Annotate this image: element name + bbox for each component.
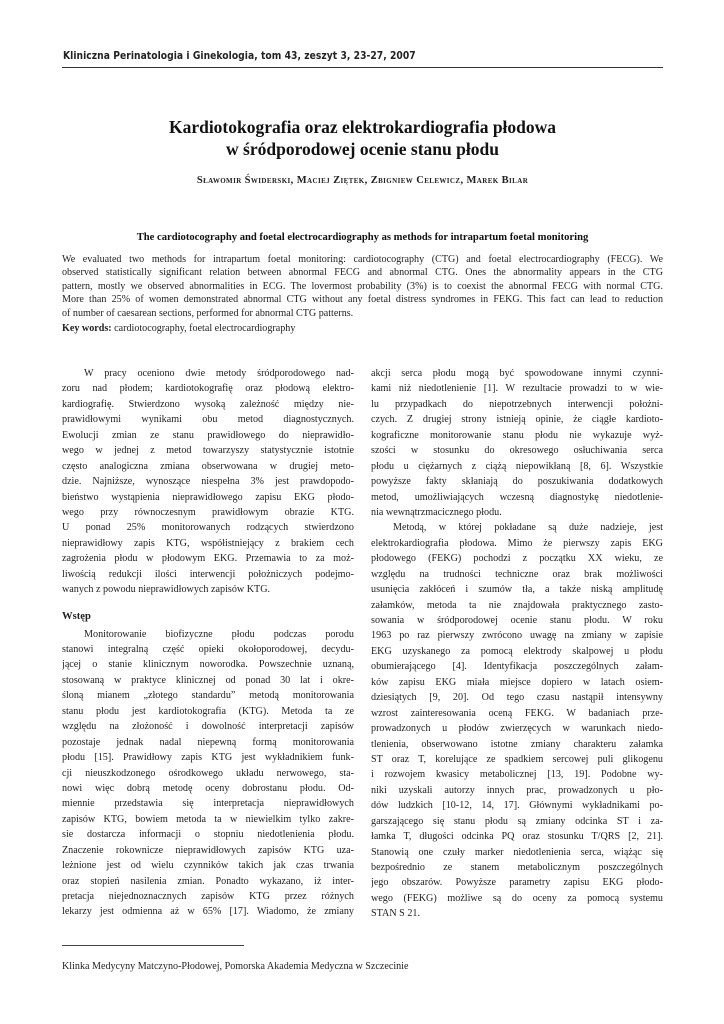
text-line: STAN S 21. (371, 908, 420, 920)
text-line: bieństwo wystąpienia nieprawidłowego zapisu EKG płodo- (62, 491, 354, 503)
text-line: lu przypadkach do niepotrzebnych interwencji położni- (371, 398, 663, 410)
text-line: W pracy oceniono dwie metody śródporodowego nad- (84, 368, 354, 379)
text-line: płodu [15]. Prawidłowy zapis KTG jest wykładnikiem funk- (62, 752, 354, 764)
text-line: EKG uzyskanego za pomocą elektrody skalpowej u płodu (371, 645, 663, 657)
text-line: jego obszarów. Powyższe parametry zapisu EKG płodo- (371, 877, 663, 889)
text-line: bezpośrednio ze stanem metabolicznym poszczególnych (371, 862, 663, 873)
text-line: prowadzonych u płodów zwierzęcych w warunkach niedo- (371, 723, 663, 735)
text-line: sowania w śródporodowej ocenie stanu płodu. W roku (371, 615, 663, 626)
section-heading: Wstęp (62, 610, 91, 622)
text-line: śloną mianem „złotego standardu” metodą monitorowania (62, 690, 354, 702)
text-line: łamka T, długości odcinka PQ oraz stosunku T/QRS [2, 21]. (371, 831, 663, 843)
text-line: wego (FEKG) możliwe są do oceny za pomocą systemu (371, 892, 663, 904)
text-line: Metodą, w której pokładane są duże nadzieje, jest (393, 522, 663, 534)
text-line: kardiografię. Stwierdzono wysoką zależność między nie- (62, 398, 354, 410)
abstract (62, 253, 663, 320)
keywords-label: Key words: (62, 323, 112, 334)
spacer (62, 598, 354, 609)
article-title (62, 116, 663, 160)
text-line: miennie przedstawia się interpretacja nieprawidłowych (62, 798, 354, 810)
text-line: U ponad 25% monitorowanych rodzących stwierdzono (62, 522, 354, 534)
text-line: wanych z powodu nieprawidłowych zapisów KTG. (62, 584, 271, 596)
text-line: zapisów KTG, bowiem metoda ta w niewielkim tylko zakre- (62, 813, 354, 825)
text-line: wego przy równoczesnym prawidłowym obrazie KTG. (62, 506, 354, 518)
abstract-line: More than 25% of women demonstrated abnormal CTG without any foetal distress syndromes in FEKG. This fact can lead to reduction (62, 294, 663, 306)
text-line: powyższe fakty skłaniają do poszukiwania dodatkowych (371, 476, 663, 488)
text-line: względu na złożoność i dowolność interpretacji zapisów (62, 721, 354, 733)
left-column (62, 366, 354, 920)
text-line: sie dostarcza informacji o stopniu niedotlenienia płodu. (62, 829, 354, 841)
keywords (62, 323, 663, 334)
english-title: The cardiotocography and foetal electrocardiography as methods for intrapartum foetal monitoring (136, 232, 589, 243)
text-line: 1963 po raz pierwszy zwrócono uwagę na zmiany w zapisie (371, 630, 663, 642)
author-list: Sławomir Świderski, Maciej Ziętek, Zbigniew Celewicz, Marek Bilar (196, 175, 529, 186)
header-rule (62, 67, 663, 68)
text-line: szości w stosunku do okresowego osłuchiwania serca (371, 445, 663, 457)
text-line: tlenienia, obserwowano istotne zmiany charakteru załamka (371, 738, 663, 750)
abstract-line: of number of caesarean sections, performed for abnormal CTG patterns. (62, 307, 354, 319)
abstract-line: pattern, mostly we observed abnormalities in ECG. The lovermost probability (3%) is to coexist the abnormal FECG with normal CTG. (62, 280, 663, 292)
text-line: oraz stopień nasilenia zmian. Ponadto wykazano, iż inter- (62, 875, 354, 887)
text-line: i rozwojem kwasicy metabolicznej [13, 19]. Podobne wy- (371, 769, 663, 781)
text-line: leżnione jest od wielu czynników takich jak czas trwania (62, 860, 354, 872)
text-line: nieprawidłowy zapis KTG, współistniejący z brakiem cech (62, 537, 354, 549)
text-line: Ewolucji zmian ze stanu prawidłowego do nieprawidło- (62, 429, 354, 441)
text-line: akcji serca płodu mogą być spowodowane innymi czynni- (371, 368, 663, 379)
text-line: często analogiczna zmiana obserwowana w drugiej meto- (62, 460, 354, 472)
running-header: Kliniczna Perinatologia i Ginekologia, tom 43, zeszyt 3, 23-27, 2007 (63, 51, 416, 62)
text-line: jącej o stanie klinicznym noworodka. Powszechnie uznaną, (62, 659, 354, 671)
text-line: Stanowią one czuły marker niedotlenienia serca, wiążąc się (371, 846, 663, 858)
text-line: lekarzy jest odmienna aż w 65% [17]. Wiadomo, że zmiany (62, 906, 354, 918)
right-column (371, 366, 663, 922)
affiliation-footnote: Klinka Medycyny Matczyno-Płodowej, Pomorska Akademia Medyczna w Szczecinie (62, 961, 409, 972)
text-line: metod, umożliwiających wczesną diagnostykę niedotlenie- (371, 491, 663, 503)
text-line: obumierającego [4]. Identyfikacja poszczególnych załam- (371, 661, 663, 673)
text-line: wzrost zainteresowania oceną FEKG. W badaniach prze- (371, 707, 663, 719)
keywords-text: cardiotocography, foetal electrocardiography (114, 323, 296, 334)
abstract-line: observed statistically significant relation between abnormal FECG and abnormal CTG. Ones the abnormality appears in the CTG (62, 267, 663, 279)
text-line: kograficzne monitorowanie stanu płodu nie wykazuje wyż- (371, 429, 663, 441)
title-line-2: w śródporodowej ocenie stanu płodu (226, 139, 499, 159)
text-line: elektrokardiografia płodowa. Mimo że pierwszy zapis EKG (371, 537, 663, 549)
footnote-rule (62, 945, 244, 946)
text-line: wego w jednej z metod towarzyszy statystycznie istotnie (62, 445, 354, 457)
abstract-line: We evaluated two methods for intrapartum foetal monitoring: cardiotocography (CTG) and foetal electrocardiography (FECG). We (62, 254, 663, 265)
text-line: ST oraz T, korelujące ze spadkiem sercowej puli glikogenu (371, 753, 663, 765)
text-line: ków zapisu EKG miała miejsce dopiero w latach osiem- (371, 676, 663, 688)
text-line: zoru nad płodem; kardiotokografię oraz płodową elektro- (62, 383, 354, 395)
text-line: garszającego się stanu płodu są zmiany odcinka ST i za- (371, 815, 663, 827)
text-line: nia wewnątrzmacicznego płodu. (371, 506, 502, 518)
text-line: załamków, metoda ta nie znajdowała praktycznego zasto- (371, 599, 663, 611)
text-line: kami niż niedotlenienie [1]. W rezultacie prowadzi to w wie- (371, 383, 663, 395)
text-line: usunięcia zakłóceń i szumów tła, a także niską amplitudę (371, 584, 663, 596)
text-line: Monitorowanie biofizyczne płodu podczas porodu (84, 628, 354, 640)
text-line: czych. Z drugiej strony istnieją opinie, że ciągłe kardioto- (371, 414, 663, 426)
text-line: pretacja niejednoznacznych zapisów KTG przez różnych (62, 891, 354, 902)
text-line: płodowego (FEKG) pochodzi z początku XX wieku, ze (371, 553, 663, 565)
text-line: względu na trudności techniczne oraz brak możliwości (371, 568, 663, 580)
text-line: cji nieuszkodzonego ośrodkowego układu nerwowego, sta- (62, 767, 354, 779)
text-line: liwością redukcji ilości interwencji położniczych podejmo- (62, 568, 354, 580)
text-line: Znaczenie rokownicze nieprawidłowych zapisów KTG uza- (62, 844, 354, 856)
text-line: prawidłowymi wynikami obu metod diagnostycznych. (62, 414, 354, 426)
text-line: płodu u ciężarnych z ciążą niepowikłaną [8, 6]. Wszystkie (371, 460, 663, 472)
text-line: niki uzyskali autorzy innych prac, prowadzonych u pło- (371, 784, 663, 796)
text-line: nowi więc dobrą metodę oceny dobrostanu płodu. Od- (62, 782, 354, 794)
text-line: dzie. Najniższe, wynoszące niespełna 3% jest prawdopodo- (62, 476, 354, 488)
text-line: dów ludzkich [10-12, 14, 17]. Głównymi wykładnikami po- (371, 800, 663, 812)
text-line: stosowaną w praktyce klinicznej od ponad 30 lat i okre- (62, 674, 354, 686)
title-line-1: Kardiotokografia oraz elektrokardiografia płodowa (168, 117, 557, 137)
text-line: stanu płodu jest kardiotokografia (KTG). Metoda ta ze (62, 705, 354, 717)
text-line: pozostaje jednak nadal niepewną formą monitorowania (62, 736, 354, 748)
text-line: dziesiątych [9, 20]. Od tego czasu nastąpił intensywny (371, 692, 663, 704)
text-line: zagrożenia płodu w płodowym EKG. Przemawia to za moż- (62, 553, 354, 565)
text-line: stanowi integralną część opieki okołoporodowej, decydu- (62, 644, 354, 655)
